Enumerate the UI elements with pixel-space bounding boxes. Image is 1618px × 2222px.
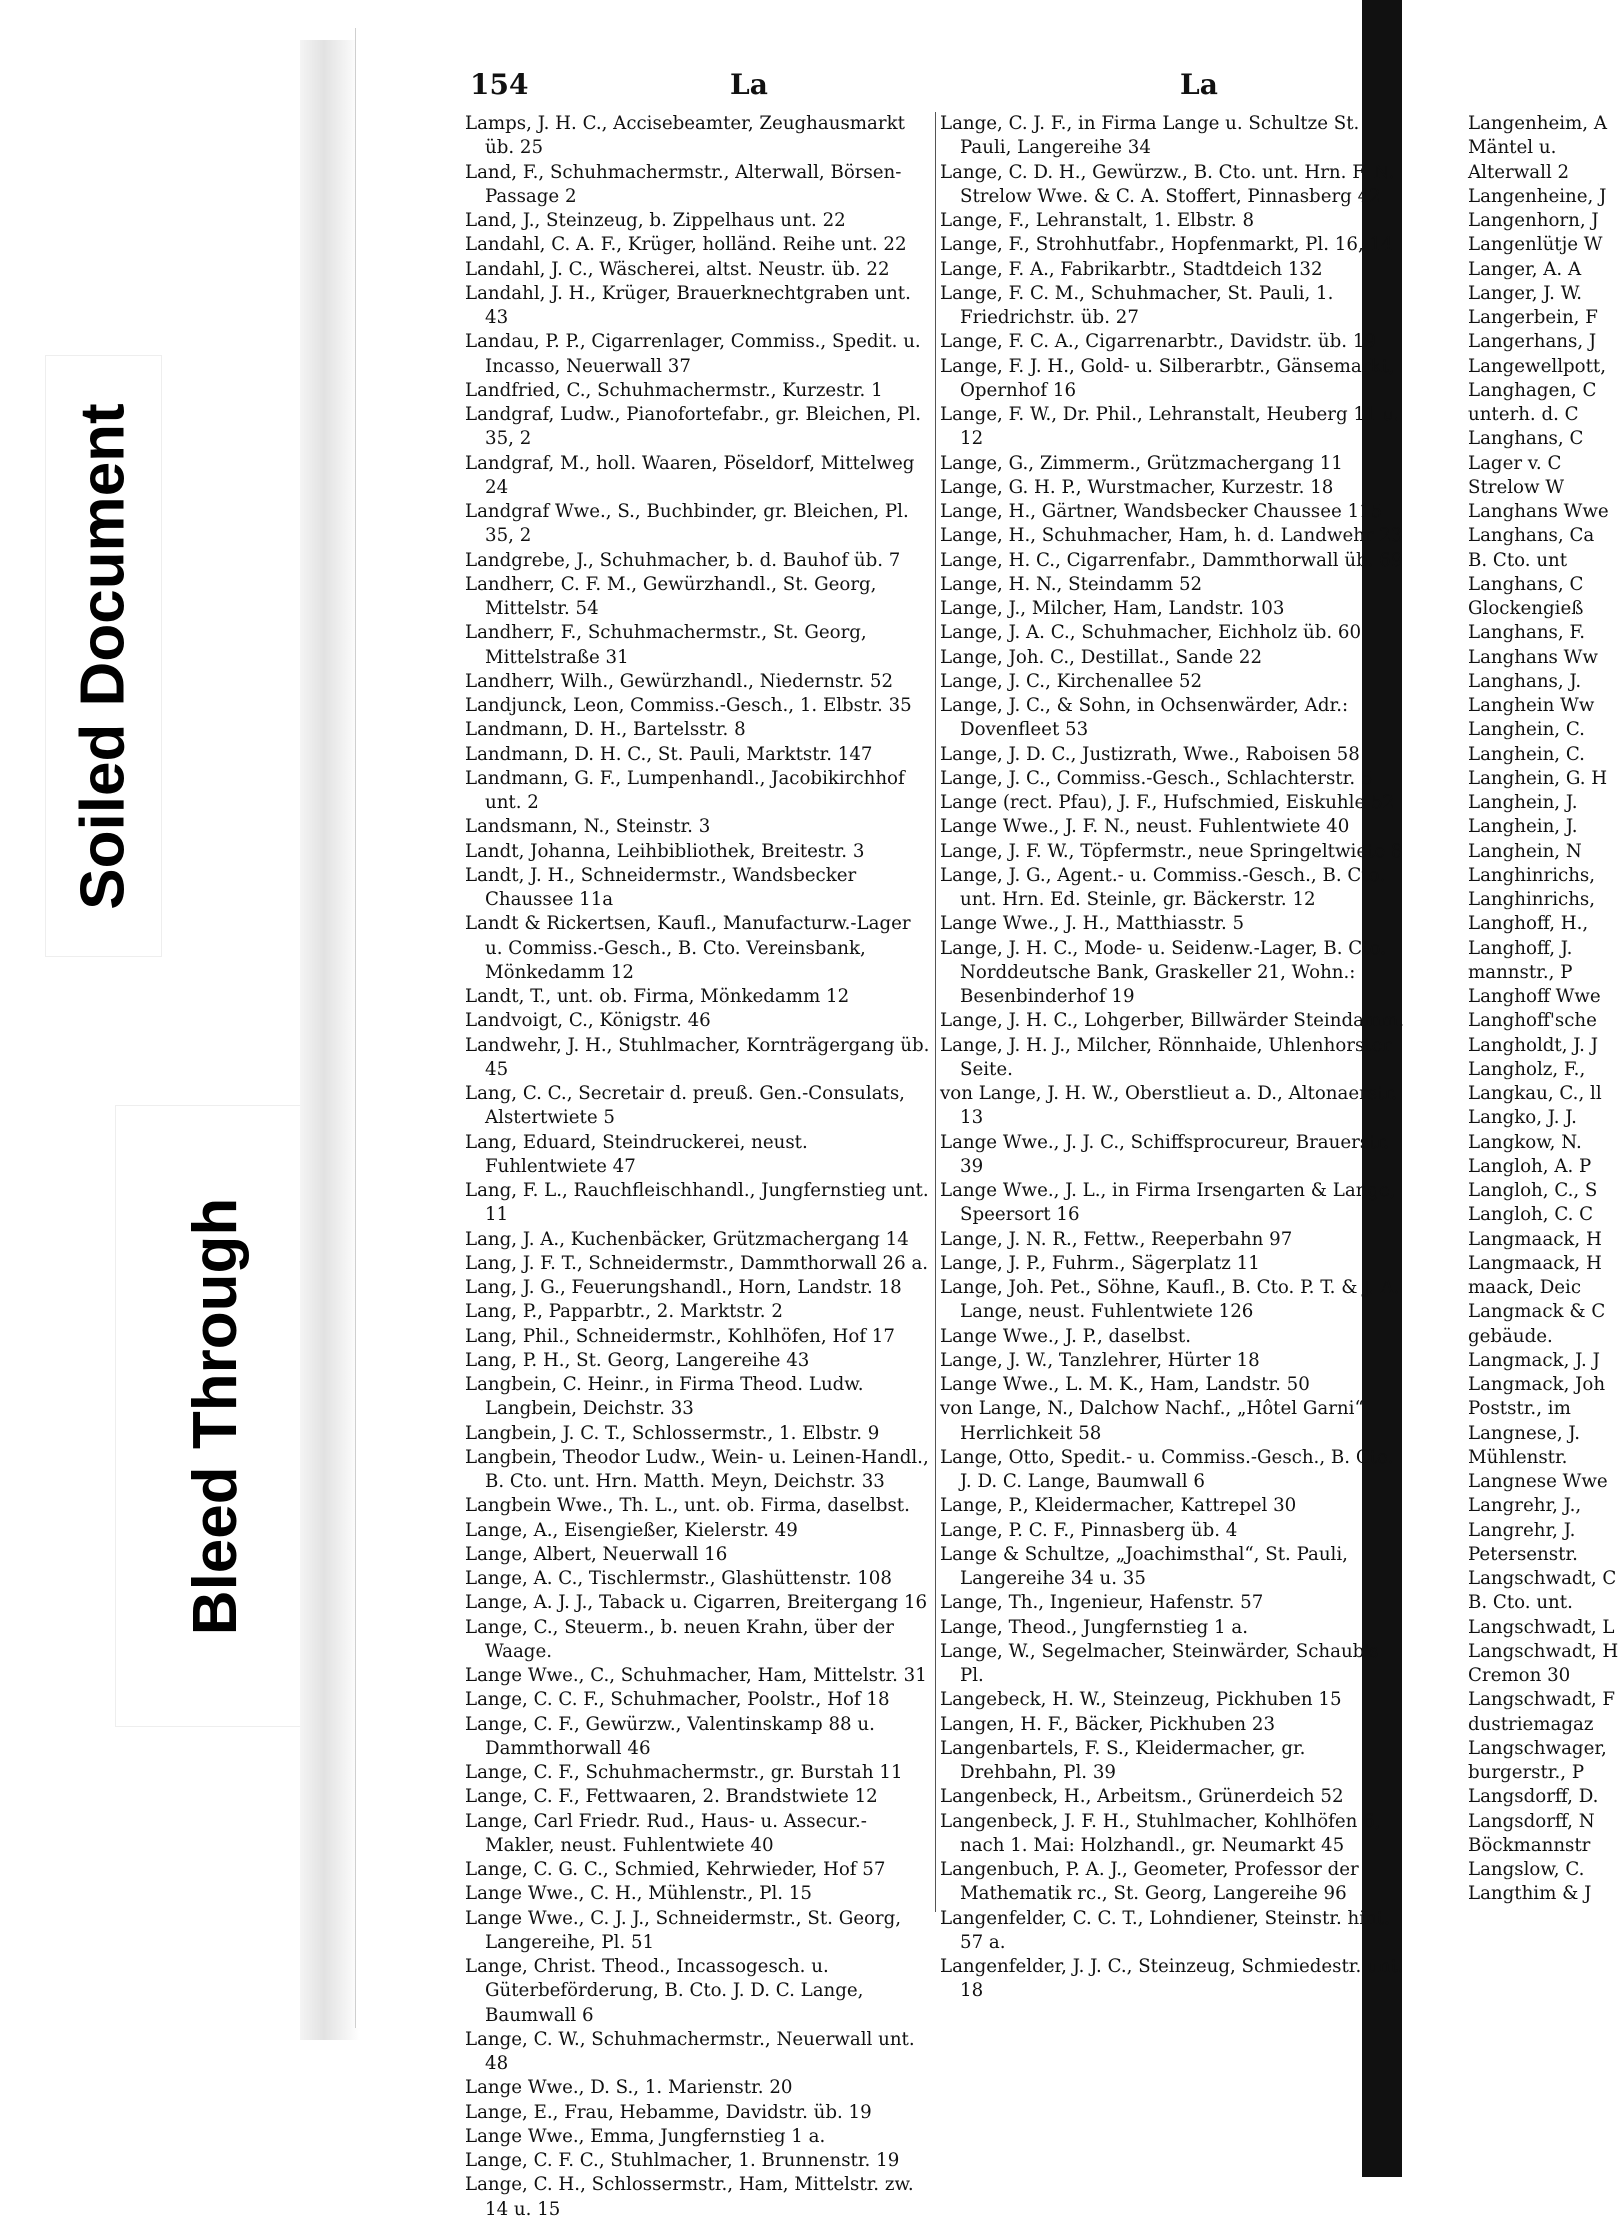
directory-entry: Langen, H. F., Bäcker, Pickhuben 23 [940,1713,1276,1735]
directory-entry: Lange, F. A., Fabrikarbtr., Stadtdeich 132 [940,258,1323,280]
directory-entry: Lange, C. F., Schuhmachermstr., gr. Burstah 11 [465,1762,903,1783]
directory-entry: Lange Wwe., J. L., in Firma Irsengarten & Lange, Speersort 16 [940,1180,1396,1226]
directory-entry: Lange, G., Zimmerm., Grützmachergang 11 [940,452,1343,474]
directory-entry: Langenbeck, H., Arbeitsm., Grünerdeich 52 [940,1786,1344,1808]
directory-entry: Langschwadt, F [1468,1689,1616,1711]
directory-entry: Lange Wwe., J. H., Matthiasstr. 5 [940,913,1245,935]
directory-entry: Langhoff, J. [1468,937,1573,959]
directory-entry: Lange, G. H. P., Wurstmacher, Kurzestr. 18 [940,476,1334,498]
directory-entry: Lange, C. F., Gewürzw., Valentinskamp 88 u. Dammthorwall 46 [465,1713,875,1759]
directory-entry: Landwehr, J. H., Stuhlmacher, Kornträgergang üb. 45 [465,1034,930,1080]
directory-entry: Langenbartels, F. S., Kleidermacher, gr. Drehbahn, Pl. 39 [940,1737,1306,1783]
directory-entry: Lange Wwe., L. M. K., Ham, Landstr. 50 [940,1374,1310,1395]
directory-entry: Lange, Joh. Pet., Söhne, Kaufl., B. Cto. P. T. & J. A. Lange, neust. Fuhlentwiete 126 [940,1277,1400,1323]
directory-entry: Lange, F., Lehranstalt, 1. Elbstr. 8 [940,210,1255,231]
directory-entry: Langenheim, A [1468,113,1607,134]
directory-entry: Langrehr, J. [1468,1519,1576,1541]
directory-entry: gebäude. [1468,1325,1553,1347]
next-page-column [1468,112,1618,1907]
directory-entry: Langbein Wwe., Th. L., unt. ob. Firma, daselbst. [465,1495,910,1517]
directory-entry: Langmaack, H [1468,1252,1602,1274]
directory-entry: Lang, J. A., Kuchenbäcker, Grützmachergang 14 [465,1228,909,1250]
directory-entry: Landmann, G. F., Lumpenhandl., Jacobikirchhof unt. 2 [465,767,905,813]
directory-entry: Land, J., Steinzeug, b. Zippelhaus unt. 22 [465,210,846,231]
directory-entry: Langhein, G. H [1468,767,1608,789]
directory-entry: Lange, H., Gärtner, Wandsbecker Chaussee 115 [940,501,1383,522]
directory-entry: Lange, J. H. C., Lohgerber, Billwärder Steindamm. [940,1010,1405,1032]
directory-entry: dustriemagaz [1468,1713,1594,1735]
directory-entry: Langmack, J. J [1468,1349,1600,1371]
directory-entry: Landgraf, M., holl. Waaren, Pöseldorf, Mittelweg 24 [465,452,915,498]
directory-entry: Strelow W [1468,476,1565,498]
directory-entry: Langloh, A. P [1468,1155,1592,1177]
directory-entry: Langnese, J. [1468,1422,1581,1444]
page-number: 154 [470,68,529,101]
directory-entry: Lange Wwe., C. H., Mühlenstr., Pl. 15 [465,1883,813,1905]
directory-entry: Lang, Eduard, Steindruckerei, neust. Fuhlentwiete 47 [465,1131,808,1177]
directory-entry: Lange, Albert, Neuerwall 16 [465,1543,728,1565]
directory-entry: Lange Wwe., J. F. N., neust. Fuhlentwiete 40 [940,816,1350,838]
directory-entry: Glockengieß [1468,598,1584,619]
directory-entry: Langhinrichs, [1468,864,1596,886]
directory-entry: Lange, C. D. H., Gewürzw., B. Cto. unt. Hrn. F. N. Strelow Wwe. & C. A. Stoffert, Pinnasberg 42 [940,161,1395,207]
directory-entry: Langloh, C., S [1468,1180,1598,1201]
directory-entry: Lang, F. L., Rauchfleischhandl., Jungfernstieg unt. 11 [465,1180,929,1226]
directory-entry: burgerstr., P [1468,1762,1585,1783]
directory-entry: Langenlütje W [1468,234,1603,256]
directory-entry: Lange Wwe., J. J. C., Schiffsprocureur, Brauerstr. 39 [940,1131,1389,1177]
directory-entry: Lamps, J. H. C., Accisebeamter, Zeughausmarkt üb. 25 [465,113,905,159]
directory-entry: Lange, C. H., Schlossermstr., Ham, Mittelstr. zw. 14 u. 15 [465,2174,914,2220]
directory-entry: Lange, J. G., Agent.- u. Commiss.-Gesch., B. Cto. unt. Hrn. Ed. Steinle, gr. Bäckerstr. 12 [940,864,1386,910]
directory-entry: Langholz, F., [1468,1058,1586,1080]
directory-entry: Langhoff Wwe [1468,986,1601,1007]
directory-entry: Petersenstr. [1468,1543,1578,1565]
directory-entry: Lang, P. H., St. Georg, Langereihe 43 [465,1349,810,1371]
directory-entry: Langslow, C. [1468,1859,1585,1880]
directory-entry: Langhans, Ca [1468,525,1595,547]
directory-entry: Landahl, J. C., Wäscherei, altst. Neustr. üb. 22 [465,258,890,280]
directory-entry: Lange, E., Frau, Hebamme, Davidstr. üb. 19 [465,2101,872,2123]
directory-entry: Lange, J. A. C., Schuhmacher, Eichholz üb. 60 [940,622,1362,644]
directory-entry: Lange, Carl Friedr. Rud., Haus- u. Assecur.-Makler, neust. Fuhlentwiete 40 [465,1810,867,1856]
directory-entry: Langschwager, [1468,1737,1607,1759]
directory-entry: Lange, F. J. H., Gold- u. Silberarbtr., Gänsemarkt, Opernhof 16 [940,355,1395,401]
directory-entry: Landgraf Wwe., S., Buchbinder, gr. Bleichen, Pl. 35, 2 [465,501,909,547]
directory-entry: Langebeck, H. W., Steinzeug, Pickhuben 15 [940,1689,1342,1711]
directory-entry: von Lange, J. H. W., Oberstlieut a. D., Altonaerstr. 13 [940,1083,1397,1129]
directory-entry: Lange, J. N. R., Fettw., Reeperbahn 97 [940,1228,1293,1250]
directory-entry: Langenbeck, J. F. H., Stuhlmacher, Kohlhöfen 6, nach 1. Mai: Holzhandl., gr. Neumarkt 45 [940,1810,1381,1856]
directory-entry: Langhoff'sche [1468,1010,1597,1032]
directory-entry: Lange, C. C. F., Schuhmacher, Poolstr., Hof 18 [465,1689,890,1711]
directory-entry: Lange, C. G. C., Schmied, Kehrwieder, Hof 57 [465,1859,886,1880]
directory-entry: Langhans Wwe [1468,501,1609,522]
directory-entry: Lange, Th., Ingenieur, Hafenstr. 57 [940,1592,1264,1614]
directory-entry: Lange, J. P., Fuhrm., Sägerplatz 11 [940,1252,1260,1274]
directory-entry: Langenhorn, J [1468,210,1599,231]
directory-entry: Lange, J. H. C., Mode- u. Seidenw.-Lager, B. Cto. Norddeutsche Bank, Graskeller 21, Wohn.: Besenbinderhof 19 [940,937,1386,1007]
directory-entry: Langschwadt, C [1468,1568,1617,1589]
directory-entry: Landsmann, N., Steinstr. 3 [465,816,711,838]
directory-entry: Landherr, F., Schuhmachermstr., St. Georg, Mittelstraße 31 [465,622,867,668]
directory-entry: Lange, F. W., Dr. Phil., Lehranstalt, Heuberg 11 u. 12 [940,404,1400,450]
directory-entry: Langrehr, J., [1468,1495,1582,1517]
directory-entry: Langnese Wwe [1468,1471,1608,1492]
directory-entry: Langbein, Theodor Ludw., Wein- u. Leinen-Handl., B. Cto. unt. Hrn. Matth. Meyn, Deichstr. 33 [465,1446,929,1492]
directory-entry: Lange, C. F., Fettwaaren, 2. Brandstwiete 12 [465,1786,878,1808]
soiled-document-tab [45,355,162,957]
left-column [465,112,930,2222]
directory-entry: Lange, W., Segelmacher, Steinwärder, Schaub's Pl. [940,1640,1379,1686]
directory-entry: Langer, A. A [1468,258,1582,280]
directory-entry: Landgrebe, J., Schuhmacher, b. d. Bauhof üb. 7 [465,549,901,571]
directory-entry: Langhein, C. [1468,719,1585,741]
directory-entry: Langewellpott, [1468,355,1606,377]
directory-entry: Langhein Ww [1468,695,1595,716]
directory-entry: Böckmannstr [1468,1834,1591,1856]
directory-entry: Mäntel u. [1468,137,1557,159]
right-column [940,112,1405,2004]
directory-entry: Langenheine, J [1468,185,1607,207]
directory-entry: Landt, J. H., Schneidermstr., Wandsbecker Chaussee 11a [465,864,857,910]
directory-entry: Langhein, N [1468,840,1582,862]
directory-entry: Langschwadt, H [1468,1640,1618,1662]
directory-entry: Lange, P. C. F., Pinnasberg üb. 4 [940,1519,1238,1541]
directory-entry: Landt, T., unt. ob. Firma, Mönkedamm 12 [465,986,850,1007]
directory-entry: Landvoigt, C., Königstr. 46 [465,1010,711,1032]
directory-entry: Lang, J. F. T., Schneidermstr., Dammthorwall 26 a. [465,1252,929,1274]
directory-entry: Langko, J. J. [1468,1107,1577,1129]
directory-entry: Langhans Ww [1468,646,1598,668]
directory-entry: unterh. d. C [1468,404,1579,425]
directory-entry: Land, F., Schuhmachermstr., Alterwall, Börsen-Passage 2 [465,161,902,207]
directory-entry: maack, Deic [1468,1277,1582,1298]
directory-entry: Lange, Christ. Theod., Incassogesch. u. Güterbeförderung, B. Cto. J. D. C. Lange, Baumwall 6 [465,1956,864,2026]
running-head-right: La [1180,68,1218,101]
directory-entry: Landfried, C., Schuhmachermstr., Kurzestr. 1 [465,379,883,401]
directory-entry: Langhein, J. [1468,816,1578,838]
directory-entry: Lange, Otto, Spedit.- u. Commiss.-Gesch., B. Cto. J. D. C. Lange, Baumwall 6 [940,1446,1394,1492]
directory-entry: Landt, Johanna, Leihbibliothek, Breitestr. 3 [465,840,865,862]
directory-entry: Langhoff, H., [1468,913,1589,935]
directory-entry: Lange Wwe., C., Schuhmacher, Ham, Mittelstr. 31 [465,1665,927,1686]
bleed-through-tab [115,1105,317,1727]
directory-entry: Lange, F. C. A., Cigarrenarbtr., Davidstr. üb. 19 [940,331,1376,353]
directory-entry: Lange, J. C., Kirchenallee 52 [940,670,1203,692]
directory-entry: Langer, J. W. [1468,282,1583,304]
directory-entry: Langkau, C., ll [1468,1083,1602,1104]
directory-entry: Landherr, C. F. M., Gewürzhandl., St. Georg, Mittelstr. 54 [465,573,877,619]
gutter-shadow [300,40,360,2040]
directory-entry: Landt & Rickertsen, Kaufl., Manufacturw.-Lager u. Commiss.-Gesch., B. Cto. Vereinsbank, Mönkedamm 12 [465,913,911,983]
directory-entry: Landgraf, Ludw., Pianofortefabr., gr. Bleichen, Pl. 35, 2 [465,404,921,450]
directory-entry: Langsdorff, N [1468,1810,1595,1832]
directory-entry: Lange, F. C. M., Schuhmacher, St. Pauli, 1. Friedrichstr. üb. 27 [940,282,1334,328]
directory-entry: Lange (rect. Pfau), J. F., Hufschmied, Eiskuhle 52 [940,792,1395,813]
directory-entry: Langhein, C. [1468,743,1585,765]
directory-entry: Landmann, D. H., Bartelsstr. 8 [465,719,746,741]
directory-entry: Lange, Joh. C., Destillat., Sande 22 [940,646,1263,668]
running-head-left: La [730,68,768,101]
directory-entry: Lange Wwe., J. P., daselbst. [940,1325,1191,1347]
directory-entry: Landjunck, Leon, Commiss.-Gesch., 1. Elbstr. 35 [465,695,912,716]
directory-entry: Lang, P., Papparbtr., 2. Marktstr. 2 [465,1301,783,1323]
directory-entry: B. Cto. unt [1468,549,1568,571]
directory-entry: Langmaack, H [1468,1228,1602,1250]
directory-entry: Lange, P., Kleidermacher, Kattrepel 30 [940,1495,1297,1517]
directory-entry: Lange Wwe., Emma, Jungfernstieg 1 a. [465,2125,826,2147]
directory-entry: Lange, J. W., Tanzlehrer, Hürter 18 [940,1349,1260,1371]
directory-entry: Langhagen, C [1468,379,1597,401]
directory-entry: Langbein, C. Heinr., in Firma Theod. Ludw. Langbein, Deichstr. 33 [465,1374,864,1420]
directory-entry: Langenfelder, C. C. T., Lohndiener, Steinstr. hint. 57 a. [940,1907,1390,1953]
directory-entry: Landahl, J. H., Krüger, Brauerknechtgraben unt. 43 [465,282,911,328]
directory-entry: von Lange, N., Dalchow Nachf., „Hôtel Garni“, Herrlichkeit 58 [940,1398,1370,1444]
directory-entry: Lange, H., Schuhmacher, Ham, h. d. Landwehr 23 [940,525,1403,547]
directory-entry: Lange, J. F. W., Töpfermstr., neue Springeltwiete 8 [940,840,1403,862]
directory-entry: Lange, Theod., Jungfernstieg 1 a. [940,1616,1249,1638]
directory-entry: Langerbein, F [1468,307,1598,328]
directory-entry: Langsdorff, D. [1468,1786,1599,1808]
directory-entry: Landau, P. P., Cigarrenlager, Commiss., Spedit. u. Incasso, Neuerwall 37 [465,331,921,377]
directory-entry: Landherr, Wilh., Gewürzhandl., Niedernstr. 52 [465,670,894,692]
directory-entry: Langkow, N. [1468,1131,1582,1153]
directory-entry: Lange, J. D. C., Justizrath, Wwe., Raboisen 58 [940,743,1360,765]
directory-entry: Lange, J. C., Commiss.-Gesch., Schlachterstr. 5 [940,767,1373,789]
directory-entry: Langhans, C [1468,428,1584,450]
directory-entry: Langhans, J. [1468,670,1582,692]
directory-entry: Alterwall 2 [1468,161,1570,183]
bleed-through-label: Bleed Through [181,1197,251,1635]
directory-entry: Langhans, C [1468,573,1584,595]
directory-entry: Lange, H. C., Cigarrenfabr., Dammthorwall üb. 69 [940,549,1403,571]
directory-entry: Lang, C. C., Secretair d. preuß. Gen.-Consulats, Alstertwiete 5 [465,1083,905,1129]
column-divider [935,112,936,1912]
directory-entry: Langhein, J. [1468,792,1578,813]
directory-entry: Lange, C. W., Schuhmachermstr., Neuerwall unt. 48 [465,2028,915,2074]
directory-entry: Langmack, Joh [1468,1374,1606,1395]
directory-entry: Lager v. C [1468,452,1562,474]
directory-entry: Lang, Phil., Schneidermstr., Kohlhöfen, Hof 17 [465,1325,895,1347]
soiled-document-label: Soiled Document [69,402,139,910]
directory-entry: Cremon 30 [1468,1665,1571,1686]
directory-entry: Lange, F., Strohhutfabr., Hopfenmarkt, Pl. 16, 14 [940,234,1393,256]
directory-entry: Landahl, C. A. F., Krüger, holländ. Reihe unt. 22 [465,234,907,256]
directory-entry: Lange Wwe., D. S., 1. Marienstr. 20 [465,2077,793,2099]
directory-entry: Mühlenstr. [1468,1446,1568,1468]
directory-entry: Langmack & C [1468,1301,1606,1323]
page-header [470,68,1415,108]
directory-entry: Langschwadt, L [1468,1616,1615,1638]
directory-entry: Langholdt, J. J [1468,1034,1599,1056]
directory-entry: Langbein, J. C. T., Schlossermstr., 1. Elbstr. 9 [465,1422,880,1444]
directory-entry: Langenbuch, P. A. J., Geometer, Professor der Mathematik rc., St. Georg, Langereihe 96 [940,1859,1359,1905]
directory-entry: Lange, H. N., Steindamm 52 [940,573,1203,595]
directory-entry: Langerhans, J [1468,331,1597,353]
directory-entry: Lange, C. F. C., Stuhlmacher, 1. Brunnenstr. 19 [465,2150,900,2171]
directory-entry: Lange, C. J. F., in Firma Lange u. Schultze St. Pauli, Langereihe 34 [940,113,1360,159]
directory-entry: Lange, A., Eisengießer, Kielerstr. 49 [465,1519,798,1541]
directory-entry: Lange, A. C., Tischlermstr., Glashüttenstr. 108 [465,1568,892,1589]
directory-entry: Langhinrichs, [1468,889,1596,910]
directory-entry: Lang, J. G., Feuerungshandl., Horn, Landstr. 18 [465,1277,902,1298]
directory-entry: Lange, J., Milcher, Ham, Landstr. 103 [940,598,1285,619]
directory-entry: B. Cto. unt. [1468,1592,1573,1614]
directory-entry: Lange, C., Steuerm., b. neuen Krahn, über der Waage. [465,1616,894,1662]
directory-entry: Langenfelder, J. J. C., Steinzeug, Schmiedestr. unt. 18 [940,1956,1404,2002]
directory-entry: Langhans, F. [1468,622,1586,644]
directory-entry: Lange, J. H. J., Milcher, Rönnhaide, Uhlenhorster Seite. [940,1034,1392,1080]
directory-entry: Langloh, C. C [1468,1204,1594,1226]
directory-entry: Poststr., im [1468,1398,1571,1420]
directory-entry: Lange, J. C., & Sohn, in Ochsenwärder, Adr.: Dovenfleet 53 [940,695,1349,741]
directory-entry: Landmann, D. H. C., St. Pauli, Marktstr. 147 [465,743,873,765]
directory-entry: mannstr., P [1468,961,1573,983]
directory-entry: Lange Wwe., C. J. J., Schneidermstr., St. Georg, Langereihe, Pl. 51 [465,1907,902,1953]
directory-entry: Langthim & J [1468,1883,1592,1905]
directory-entry: Lange, A. J. J., Taback u. Cigarren, Breitergang 16 [465,1592,928,1614]
directory-entry: Lange & Schultze, „Joachimsthal“, St. Pauli, Langereihe 34 u. 35 [940,1543,1348,1589]
